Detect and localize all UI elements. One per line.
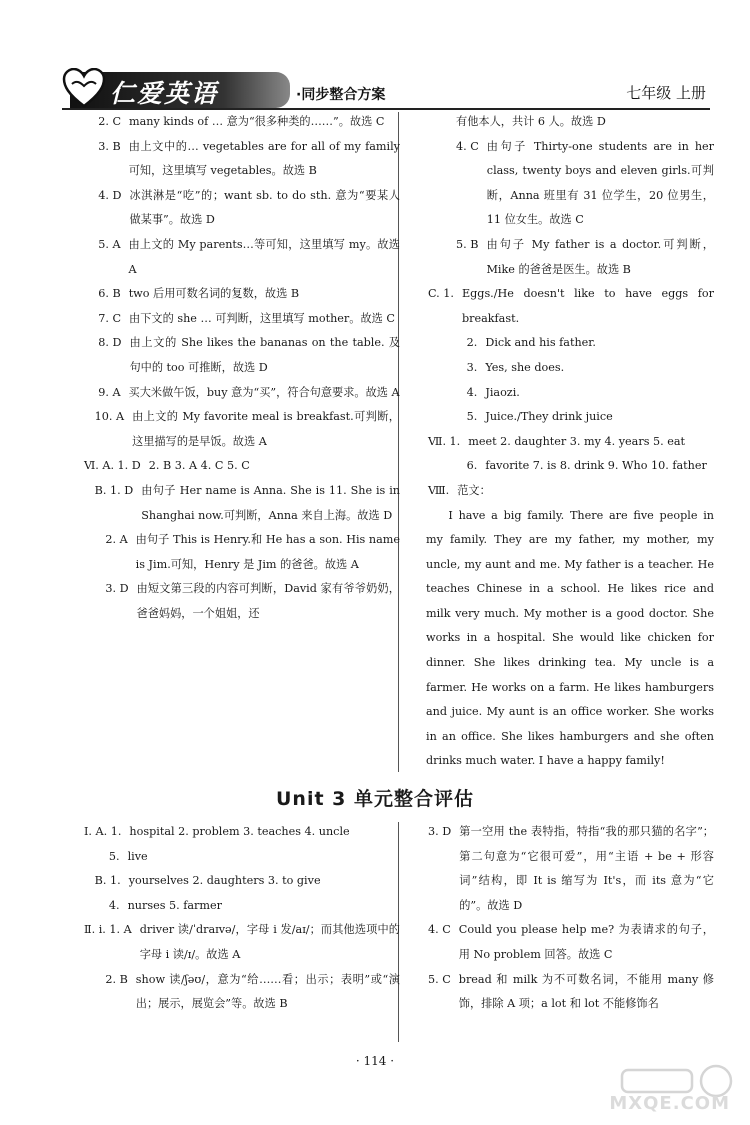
answer-number: 6. B — [84, 287, 121, 301]
answer-item — [428, 820, 714, 918]
answer-number: 5. — [84, 849, 120, 863]
answer-number: Ⅶ. 1. — [428, 434, 461, 448]
answer-number: C. 1. — [428, 287, 454, 301]
answer-text: two 后用可数名词的复数，故选 B — [128, 287, 300, 301]
answer-text: yourselves 2. daughters 3. to give — [128, 874, 321, 888]
answer-item — [456, 110, 714, 135]
answer-item — [456, 135, 714, 233]
answer-item — [84, 479, 400, 528]
grade-label: 七年级 上册 — [626, 84, 706, 102]
answer-text: 由上文的 My favorite meal is breakfast.可判断，这里描写的是早饭。故选 A — [132, 410, 400, 448]
answer-item — [84, 110, 400, 135]
answer-number: Ⅵ. A. 1. D — [84, 459, 141, 473]
heart-logo-icon — [62, 68, 106, 108]
answer-item — [84, 968, 400, 1017]
answer-number: 7. C — [84, 311, 122, 325]
answer-text: nurses 5. farmer — [127, 898, 222, 912]
answer-number: 2. A — [84, 533, 128, 547]
model-essay: I have a big family. There are five people in my family. They are my father, my mother, my uncle, my aunt and me. My father is a teacher. He teaches Chinese in a school. He likes rice and milk very much. My mother is a good doctor. She works in a hospital. She would like chicken for dinner. She likes drinking tea. My uncle is a farmer. He works on a farm. He likes hamburgers and juice. My aunt is an office worker. She works in an office. She likes hamburgers and she often drinks much water. I have a happy family! — [426, 508, 714, 768]
answer-text: 由上文的 She likes the bananas on the table. 及句中的 too 可推断，故选 D — [129, 336, 400, 374]
left-column — [84, 110, 400, 626]
answer-text: Jiaozi. — [485, 385, 520, 399]
answer-item — [84, 381, 400, 406]
answer-text: meet 2. daughter 3. my 4. years 5. eat — [468, 434, 686, 448]
answer-number: Ⅰ. A. 1. — [84, 825, 122, 838]
answer-number: 2. B — [84, 972, 128, 986]
answer-text: 由句子 This is Henry.和 He has a son. His name is Jim.可知，Henry 是 Jim 的爸爸。故选 A — [135, 533, 400, 571]
answer-number: Ⅷ. — [428, 483, 450, 497]
answer-text: driver 读/ˈdraɪvə/，字母 i 发/aɪ/；而其他选项中的字母 i 读/ɪ/。故选 A — [139, 923, 400, 961]
answer-item — [428, 282, 714, 331]
answer-item — [84, 454, 400, 479]
answer-text: live — [127, 849, 148, 863]
answer-number: 6. — [456, 459, 478, 473]
answer-text: Eggs./He doesn't like to have eggs for breakfast. — [461, 287, 714, 325]
answer-text: 由短文第三段的内容可判断，David 家有爷爷奶奶，爸爸妈妈，一个姐姐，还 — [136, 582, 400, 620]
answer-item — [428, 479, 714, 504]
answer-number: 4. C — [456, 139, 479, 153]
answer-text: 冰淇淋是“吃”的；want sb. to do sth. 意为“要某人做某事”。故选 D — [129, 188, 400, 227]
brand-title: 仁爱英语 — [110, 79, 219, 108]
answer-item — [84, 184, 400, 233]
answer-text: 2. B 3. A 4. C 5. C — [148, 459, 250, 473]
answer-item — [456, 454, 714, 479]
unit-left-column — [84, 820, 400, 1017]
answer-item — [84, 918, 400, 967]
answer-number: 3. B — [84, 139, 121, 153]
answer-item — [456, 405, 714, 430]
answer-item — [456, 356, 714, 381]
answer-number: 3. D — [428, 825, 452, 838]
answer-number: Ⅱ. i. 1. A — [84, 923, 132, 937]
answer-item — [84, 528, 400, 577]
answer-text: 第一空用 the 表特指，特指“我的那只猫的名字”；第二句意为“它很可爱”，用“主语 + be + 形容词”结构，即 It is 缩写为 It's，而 its 意为“它的”。故选 D — [459, 825, 714, 912]
answer-number: 3. D — [84, 582, 129, 596]
answer-text: Dick and his father. — [485, 336, 596, 350]
series-name: ·同步整合方案 — [296, 87, 386, 103]
answer-text: 由上文中的… vegetables are for all of my family 可知，这里填写 vegetables。故选 B — [128, 139, 400, 178]
answer-item — [84, 845, 400, 870]
answer-text: 范文： — [457, 483, 491, 497]
answer-text: favorite 7. is 8. drink 9. Who 10. father — [485, 459, 707, 473]
answer-number: 8. D — [84, 336, 122, 350]
answer-number: 5. — [456, 410, 478, 424]
unit-title: Unit 3 单元整合评估 — [276, 788, 474, 810]
answer-number: B. 1. D — [84, 483, 134, 497]
answer-number: B. 1. — [84, 874, 121, 888]
answer-text: 由句子 Thirty-one students are in her class, twenty boys and eleven girls.可判断，Anna 班里有 31 位学生，20 位男生，11 位女生。故选 C — [486, 139, 714, 227]
answer-text: 买大米做午饭，buy 意为“买”，符合句意要求。故选 A — [128, 385, 400, 399]
answer-text: bread 和 milk 为不可数名词，不能用 many 修饰，排除 A 项；a lot 和 lot 不能修饰名 — [458, 972, 714, 1011]
answer-number: 10. A — [84, 410, 125, 424]
watermark-text: MXQE.COM — [609, 1093, 730, 1114]
answer-item — [84, 282, 400, 307]
answer-item — [84, 233, 400, 282]
answer-item — [84, 405, 400, 454]
answer-text: 有他本人，共计 6 人。故选 D — [456, 115, 606, 128]
answer-item — [84, 869, 400, 894]
answer-number: 4. — [84, 898, 120, 912]
answer-item — [84, 307, 400, 332]
answer-number: 3. — [456, 360, 478, 374]
answer-number: 9. A — [84, 385, 121, 399]
page-header — [0, 0, 750, 112]
answer-number: 4. — [456, 385, 478, 399]
answer-text: Yes, she does. — [485, 360, 565, 374]
answer-item — [84, 894, 400, 919]
answer-item — [84, 820, 400, 845]
page-number: · 114 · — [355, 1054, 395, 1068]
answer-number: 5. B — [456, 237, 479, 251]
answer-text: hospital 2. problem 3. teaches 4. uncle — [129, 825, 350, 838]
answer-text: show 读/ʃəʊ/，意为“给……看；出示；表明”或“演出；展示，展览会”等。故选 B — [135, 972, 400, 1011]
answer-text: 由下文的 she … 可判断，这里填写 mother。故选 C — [129, 311, 395, 325]
answer-number: 5. A — [84, 237, 121, 251]
unit-right-column — [404, 820, 714, 1017]
answer-text: many kinds of … 意为“很多种类的……”。故选 C — [129, 115, 385, 128]
answer-item — [84, 577, 400, 626]
answer-item — [456, 331, 714, 356]
right-column — [404, 110, 714, 774]
answer-item — [456, 381, 714, 406]
answer-item — [428, 430, 714, 455]
answer-text: Juice./They drink juice — [485, 410, 613, 424]
answer-number: 5. C — [428, 972, 451, 986]
answer-text: 由上文的 My parents…等可知，这里填写 my。故选 A — [128, 237, 400, 276]
answer-number: 2. C — [84, 115, 122, 128]
answer-item — [428, 918, 714, 967]
answer-number: 2. — [456, 336, 478, 350]
answer-number: 4. C — [428, 923, 451, 937]
answer-item — [84, 135, 400, 184]
answer-item — [428, 968, 714, 1017]
answer-item — [456, 233, 714, 282]
answer-number: 4. D — [84, 188, 122, 202]
answer-text: Could you please help me? 为表请求的句子，用 No problem 回答。故选 C — [458, 923, 714, 961]
answer-text: 由句子 Her name is Anna. She is 11. She is in Shanghai now.可判断，Anna 来自上海。故选 D — [141, 483, 400, 522]
watermark-logo — [609, 1064, 740, 1120]
answer-text: 由句子 My father is a doctor.可判断，Mike 的爸爸是医生。故选 B — [486, 237, 714, 276]
answer-item — [84, 331, 400, 380]
